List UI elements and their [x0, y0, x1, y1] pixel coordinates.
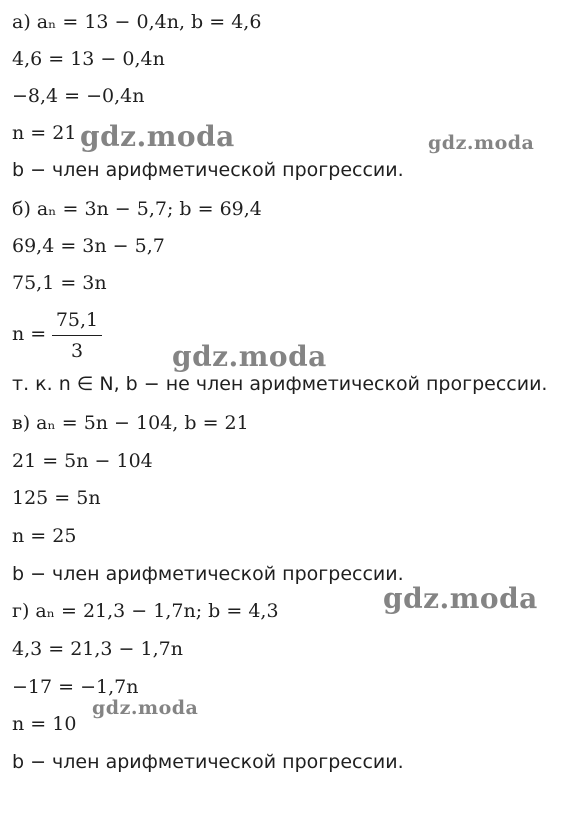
line-c-given: в) aₙ = 5n − 104, b = 21	[12, 412, 249, 434]
line-c-result: n = 25	[12, 525, 77, 547]
line-a-result: n = 21	[12, 122, 77, 144]
fraction-numerator: 75,1	[55, 309, 99, 331]
fraction-denominator: 3	[70, 340, 84, 362]
line-d-given: г) aₙ = 21,3 − 1,7n; b = 4,3	[12, 600, 279, 622]
line-d-conclusion: b − член арифметической прогрессии.	[12, 751, 404, 773]
watermark: gdz.moda	[383, 582, 538, 615]
line-c-step2: 125 = 5n	[12, 487, 101, 509]
line-d-step1: 4,3 = 21,3 − 1,7n	[12, 638, 183, 660]
watermark: gdz.moda	[428, 132, 535, 154]
fraction-bar	[52, 335, 102, 336]
line-a-given: а) aₙ = 13 − 0,4n, b = 4,6	[12, 11, 262, 33]
line-b-result-lhs: n =	[12, 323, 47, 345]
watermark: gdz.moda	[92, 697, 199, 719]
line-b-step2: 75,1 = 3n	[12, 272, 107, 294]
watermark: gdz.moda	[172, 340, 327, 373]
fraction	[52, 308, 102, 363]
line-c-conclusion: b − член арифметической прогрессии.	[12, 563, 404, 585]
watermark: gdz.moda	[80, 120, 235, 153]
line-a-step1: 4,6 = 13 − 0,4n	[12, 48, 165, 70]
line-b-given: б) aₙ = 3n − 5,7; b = 69,4	[12, 198, 262, 220]
line-a-conclusion: b − член арифметической прогрессии.	[12, 159, 404, 181]
line-b-conclusion: т. к. n ∈ N, b − не член арифметической прогрессии.	[12, 373, 548, 395]
line-b-step1: 69,4 = 3n − 5,7	[12, 235, 165, 257]
line-d-result: n = 10	[12, 713, 77, 735]
line-d-step2: −17 = −1,7n	[12, 676, 139, 698]
line-a-step2: −8,4 = −0,4n	[12, 85, 145, 107]
line-c-step1: 21 = 5n − 104	[12, 450, 153, 472]
